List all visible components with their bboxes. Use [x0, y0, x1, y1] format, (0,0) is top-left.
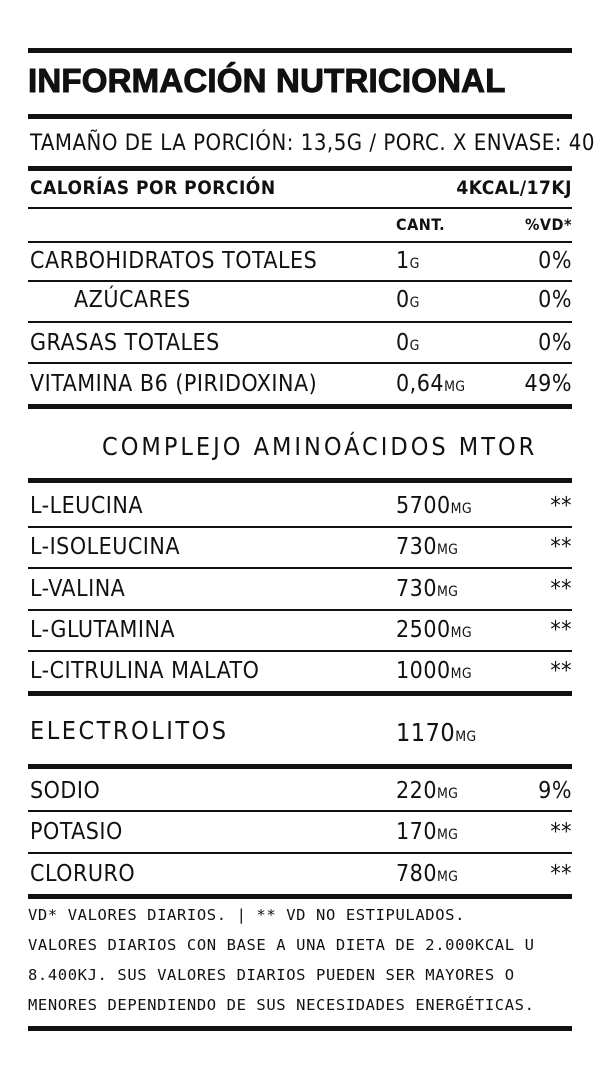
nutrient-name-sugars: AZÚCARES: [74, 287, 191, 313]
nutrient-name-fats: GRASAS TOTALES: [30, 330, 220, 356]
mineral-name: POTASIO: [30, 819, 123, 845]
amino-name: L-VALINA: [30, 576, 126, 602]
row-rule: [28, 321, 572, 323]
mineral-dv: **: [550, 819, 572, 845]
nutrient-dv-carbs: 0%: [538, 248, 572, 274]
nutrients-end-rule: [28, 404, 572, 409]
nutrient-qty-fats: 0G: [396, 330, 420, 356]
serving-rule: [28, 166, 572, 171]
row-rule: [28, 852, 572, 854]
electrolytes-label: ELECTROLITOS: [30, 716, 229, 745]
nutrient-dv-fats: 0%: [538, 330, 572, 356]
nutrient-qty-b6: 0,64MG: [396, 371, 466, 397]
mineral-qty: 780MG: [396, 861, 459, 887]
amino-dv: **: [550, 658, 572, 684]
row-rule: [28, 280, 572, 282]
amino-name: L-LEUCINA: [30, 493, 144, 519]
nutrient-name-carbs: CARBOHIDRATOS TOTALES: [30, 248, 318, 274]
nutrient-qty-carbs: 1G: [396, 248, 420, 274]
amount-header: CANT.: [396, 215, 446, 234]
amino-dv: **: [550, 534, 572, 560]
row-rule: [28, 567, 572, 569]
serving-size: TAMAÑO DE LA PORCIÓN: 13,5G / PORC. X ENVASE: 40: [30, 131, 595, 156]
top-rule: [28, 48, 572, 53]
footer-line: 8.400KJ. SUS VALORES DIARIOS PUEDEN SER MAYORES O: [28, 966, 515, 984]
minerals-end-rule: [28, 894, 572, 899]
row-rule: [28, 650, 572, 652]
mineral-name: SODIO: [30, 778, 101, 804]
nutrient-qty-sugars: 0G: [396, 287, 420, 313]
amino-dv: **: [550, 493, 572, 519]
footer-line: MENORES DEPENDIENDO DE SUS NECESIDADES ENERGÉTICAS.: [28, 996, 535, 1014]
dv-header: %VD*: [524, 215, 572, 234]
label-title: INFORMACIÓN NUTRICIONAL: [28, 62, 506, 99]
row-rule: [28, 362, 572, 364]
calories-label: CALORÍAS POR PORCIÓN: [30, 177, 276, 199]
nutrient-name-b6: VITAMINA B6 (PIRIDOXINA): [30, 371, 318, 397]
mineral-qty: 170MG: [396, 819, 459, 845]
amino-name: L-ISOLEUCINA: [30, 534, 181, 560]
amino-qty: 1000MG: [396, 658, 472, 684]
amino-name: L-GLUTAMINA: [30, 617, 176, 643]
row-rule: [28, 609, 572, 611]
calories-rule: [28, 207, 572, 209]
footer-line: VD* VALORES DIARIOS. | ** VD NO ESTIPULADOS.: [28, 906, 465, 924]
mineral-qty: 220MG: [396, 778, 459, 804]
amino-top-rule: [28, 478, 572, 483]
amino-name: L-CITRULINA MALATO: [30, 658, 260, 684]
nutrient-dv-sugars: 0%: [538, 287, 572, 313]
amino-section-title: COMPLEJO AMINOÁCIDOS MTOR: [102, 432, 538, 461]
mineral-dv: 9%: [538, 778, 572, 804]
amino-dv: **: [550, 617, 572, 643]
electrolytes-rule: [28, 764, 572, 769]
amino-qty: 730MG: [396, 576, 459, 602]
title-rule: [28, 114, 572, 119]
amino-qty: 5700MG: [396, 493, 472, 519]
mineral-dv: **: [550, 861, 572, 887]
electrolytes-qty: 1170MG: [396, 718, 477, 747]
footer-line: VALORES DIARIOS CON BASE A UNA DIETA DE 2.000KCAL U: [28, 936, 535, 954]
amino-qty: 730MG: [396, 534, 459, 560]
row-rule: [28, 526, 572, 528]
mineral-name: CLORURO: [30, 861, 136, 887]
amino-qty: 2500MG: [396, 617, 472, 643]
header-rule: [28, 241, 572, 243]
bottom-rule: [28, 1026, 572, 1031]
nutrient-dv-b6: 49%: [524, 371, 572, 397]
amino-end-rule: [28, 691, 572, 696]
row-rule: [28, 810, 572, 812]
calories-value: 4KCAL/17KJ: [456, 177, 572, 199]
amino-dv: **: [550, 576, 572, 602]
